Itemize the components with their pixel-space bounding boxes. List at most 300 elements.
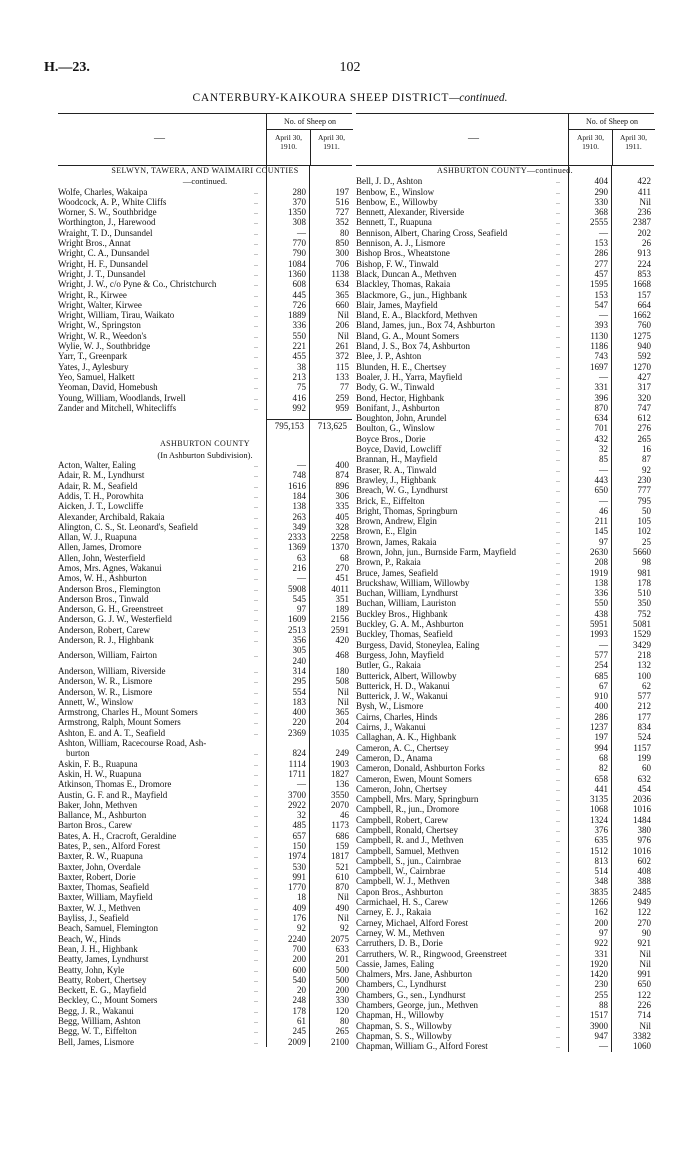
count-1911: 102 [637, 526, 651, 537]
owner-name: Boaler, J. H., Yarra, Mayfield [356, 371, 463, 382]
count-1910: — [599, 371, 608, 382]
count-1911: 991 [637, 969, 651, 980]
header-dash: — [154, 132, 165, 144]
table-row: Begg, William, Ashton .. 61 80 [58, 1016, 349, 1027]
count-1910: 1711 [288, 768, 306, 779]
owner-name: Boulton, G., Winslow [356, 423, 435, 434]
count-1911: 201 [335, 954, 349, 965]
count-1910: 150 [292, 841, 306, 851]
table-row: Anderson Bros., Flemington .. 5908 4011 [58, 583, 349, 594]
section-subheading [58, 450, 352, 460]
count-1911: 408 [637, 866, 651, 877]
count-1911: 508 [335, 676, 349, 687]
table-row: Bayliss, J., Seafield .. 176 Nil [58, 913, 349, 924]
owner-name: Cameron, John, Chertsey [356, 783, 447, 794]
table-row: Wright, C. A., Dunsandel .. 790 300 [58, 248, 349, 259]
owner-name: Anderson Bros., Tinwald [58, 593, 149, 604]
table-row: Boughton, John, Arundel .. 634 612 [356, 413, 651, 424]
owner-name: Brick, E., Eiffelton [356, 495, 425, 506]
table-row: Baxter, Thomas, Seafield .. 1770 870 [58, 882, 349, 893]
count-1910: 97 [599, 927, 608, 938]
table-row: Bland, J. S., Box 74, Ashburton .. 1186 940 [356, 341, 651, 352]
count-1911: 68 [340, 552, 349, 563]
table-row: Buchan, William, Lyndhurst .. 336 510 [356, 588, 651, 599]
count-1911: 400 [335, 460, 349, 471]
count-1910: — [599, 495, 608, 506]
count-1911: 50 [642, 505, 651, 516]
count-1910: 286 [594, 248, 608, 259]
count-1910: 608 [292, 279, 306, 290]
count-1910: 3900 [590, 1020, 608, 1031]
count-1910: 554 [292, 686, 306, 697]
count-1910: 197 [594, 732, 608, 743]
count-1910: 82 [599, 763, 608, 774]
count-1911: 212 [637, 701, 651, 712]
count-1910: 396 [594, 392, 608, 403]
count-1911: 189 [335, 604, 349, 615]
count-1910: 726 [292, 299, 306, 310]
count-1911: 306 [335, 490, 349, 501]
table-row: Anderson, G. H., Greenstreet .. 97 189 [58, 604, 349, 615]
table-row: Allan, W. J., Ruapuna .. 2333 2258 [58, 532, 349, 543]
count-1910: 178 [292, 1005, 306, 1016]
count-1910: 701 [594, 423, 608, 434]
table-row: Chambers, George, jun., Methven .. 88 226 [356, 1000, 651, 1011]
header-group-label: No. of Sheep on [284, 117, 336, 126]
header-col-1910: April 30, 1910. [274, 133, 303, 151]
table-row: Buckley, G. A. M., Ashburton .. 5951 5081 [356, 619, 651, 630]
right-column [356, 113, 654, 1052]
table-row: Chapman, S. S., Willowby .. 3900 Nil [356, 1020, 651, 1031]
count-1910: — [297, 460, 306, 471]
owner-name: Brown, John, jun., Burnside Farm, Mayfield [356, 546, 516, 557]
count-1911: Nil [337, 892, 349, 903]
count-1911: 1060 [633, 1041, 651, 1052]
count-1911: 380 [637, 825, 651, 835]
table-row: Ashton, William, Racecourse Road, Ash- .. burton 824 249 [58, 738, 349, 759]
table-row: Amos, Mrs. Agnes, Wakanui .. 216 270 [58, 562, 349, 573]
count-1910: 1595 [590, 279, 608, 290]
count-1911: 2156 [331, 614, 349, 625]
table-row: Campbell, Mrs. Mary, Springburn .. 3135 2036 [356, 794, 651, 805]
count-1910: 85 [599, 454, 608, 465]
owner-name: Barton Bros., Carew [58, 820, 132, 831]
owner-name: Carruthers, W. R., Ringwood, Greenstreet [356, 948, 507, 959]
count-1911: 1016 [633, 845, 651, 856]
count-1911: 105 [637, 516, 651, 527]
heading-text: (In Ashburton Subdivision). [157, 449, 253, 460]
count-1910: 530 [292, 861, 306, 872]
table-row: Baxter, R. W., Ruapuna .. 1974 1817 [58, 851, 349, 862]
count-1911: 2075 [331, 933, 349, 944]
count-1910: 356 [292, 635, 306, 646]
table-row: Bennett, Alexander, Riverside .. 368 236 [356, 207, 651, 218]
count-1910: 348 [594, 876, 608, 887]
owner-name: Buckley, Thomas, Seafield [356, 629, 453, 640]
count-1910: 153 [594, 238, 608, 249]
owner-name: Ballance, M., Ashburton [58, 810, 147, 821]
table-row: Blunden, H. E., Chertsey .. 1697 1270 [356, 361, 651, 372]
owner-name: Bishop, F. W., Tinwald [356, 258, 439, 269]
count-1911: 98 [642, 557, 651, 568]
count-1911: 16 [642, 444, 651, 455]
count-1910: 455 [292, 351, 306, 362]
count-1910: — [599, 464, 608, 475]
count-1910: 550 [594, 598, 608, 609]
spacer-row [58, 431, 352, 439]
count-1911: 136 [335, 779, 349, 790]
count-1910: 634 [594, 413, 608, 424]
count-1911: 760 [637, 320, 651, 331]
count-1910: 1697 [590, 361, 608, 372]
count-1911: Nil [337, 913, 349, 924]
table-row: Beatty, James, Lyndhurst .. 200 201 [58, 954, 349, 965]
table-row: Carney, E. J., Rakaia .. 162 122 [356, 907, 651, 918]
count-1910: 947 [594, 1030, 608, 1041]
table-row: Yarr, T., Greenpark .. 455 372 [58, 351, 349, 362]
table-row: Blair, James, Mayfield .. 547 664 [356, 299, 651, 310]
count-1911: 4011 [331, 583, 349, 594]
table-row: Baxter, John, Overdale .. 530 521 [58, 861, 349, 872]
district-title [0, 92, 700, 104]
owner-name: Adair, R. M., Seafield [58, 480, 138, 491]
owner-name: Blackley, Thomas, Rakaia [356, 279, 451, 290]
owner-name: Brown, E., Elgin [356, 526, 417, 537]
count-1910: 314 [292, 665, 306, 676]
count-1910: 5908 [288, 583, 306, 594]
header-group-label: No. of Sheep on [586, 117, 638, 126]
table-row: Chambers, G., sen., Lyndhurst .. 255 122 [356, 989, 651, 1000]
table-row: Anderson, W. R., Lismore .. 295 508 [58, 676, 349, 687]
count-1910: 221 [292, 341, 306, 352]
count-1910: 1974 [288, 851, 306, 862]
table-row: Bland, James, jun., Box 74, Ashburton .. 393 760 [356, 320, 651, 331]
count-1911: 500 [335, 974, 349, 985]
owner-name: Armstrong, Charles H., Mount Somers [58, 707, 198, 718]
owner-name-continued: burton [66, 748, 90, 759]
count-1911: 949 [637, 897, 651, 908]
owner-name: Campbell, Robert, Carew [356, 814, 448, 825]
count-1910: 1770 [288, 882, 306, 893]
count-1911: Nil [337, 696, 349, 707]
count-1911: 335 [335, 501, 349, 512]
count-1911: 230 [637, 474, 651, 485]
owner-name: Beach, W., Hinds [58, 933, 121, 944]
count-1911: 913 [637, 248, 651, 259]
count-1911: 451 [335, 573, 349, 584]
count-1911: 959 [335, 402, 349, 413]
table-row: Campbell, Samuel, Methven .. 1512 1016 [356, 845, 651, 856]
count-1911: 921 [637, 938, 651, 949]
heading-text: ASHBURTON COUNTY [159, 439, 250, 449]
count-1911: 981 [637, 567, 651, 578]
count-1911: 1173 [331, 820, 349, 831]
count-1911: 714 [637, 1010, 651, 1021]
owner-name: Bonifant, J., Ashburton [356, 402, 440, 413]
count-1910: 277 [594, 258, 608, 269]
count-1911: 1035 [331, 727, 349, 738]
count-1911: 352 [335, 217, 349, 228]
owner-name: Baxter, John, Overdale [58, 861, 141, 872]
owner-name: Wright, J. W., c/o Pyne & Co., Christchurch [58, 279, 217, 290]
count-1911: 351 [335, 593, 349, 604]
left-table-header [58, 113, 352, 166]
owner-name: Cameron, A. C., Chertsey [356, 742, 449, 753]
count-1911: 777 [637, 485, 651, 496]
count-1911: 420 [335, 635, 349, 646]
table-row: Baker, John, Methven .. 2922 2070 [58, 799, 349, 810]
count-1911: 427 [637, 371, 651, 382]
count-1911: 706 [335, 258, 349, 269]
table-row: Cassie, James, Ealing .. 1920 Nil [356, 958, 651, 969]
owner-name: Chambers, C., Lyndhurst [356, 979, 447, 990]
owner-name: Amos, W. H., Ashburton [58, 573, 147, 584]
count-1910: 254 [594, 660, 608, 671]
owner-name: Blunden, H. E., Chertsey [356, 361, 447, 372]
count-1910: 248 [292, 995, 306, 1006]
count-1910: 208 [594, 557, 608, 568]
table-row: Allen, John, Westerfield .. 63 68 [58, 552, 349, 563]
table-row: Capon Bros., Ashburton .. 3835 2485 [356, 886, 651, 897]
table-row: Breach, W. G., Lyndhurst .. 650 777 [356, 485, 651, 496]
owner-name: Bennison, Albert, Charing Cross, Seafield [356, 227, 508, 238]
table-row: Blackmore, G., jun., Highbank .. 153 157 [356, 289, 651, 300]
table-row: Campbell, Ronald, Chertsey .. 376 380 [356, 825, 651, 835]
count-1910: 870 [594, 402, 608, 413]
count-1910: 600 [292, 964, 306, 975]
count-1911: 206 [335, 320, 349, 331]
owner-name: Bland, E. A., Blackford, Methven [356, 310, 478, 321]
count-1911: 1370 [331, 542, 349, 553]
count-1911: 80 [340, 227, 349, 238]
count-1911: 650 [637, 979, 651, 990]
table-row: Wylie, W. J., Southbridge .. 221 261 [58, 341, 349, 352]
table-row: Campbell, R. and J., Methven .. 635 976 [356, 835, 651, 846]
owner-name: Boyce, David, Lowcliff [356, 444, 442, 455]
count-1910: 770 [292, 238, 306, 249]
owner-name: Anderson, G. J. W., Westerfield [58, 614, 172, 625]
count-1911: 422 [637, 176, 651, 187]
count-1910: 38 [297, 361, 306, 372]
count-1911: 249 [335, 748, 349, 759]
count-1910: 216 [292, 562, 306, 573]
table-row: Campbell, S., jun., Cairnbrae .. 813 602 [356, 855, 651, 866]
count-1910: — [297, 227, 306, 238]
owner-name: Addis, T. H., Porowhita [58, 490, 144, 501]
count-1910: 1324 [590, 814, 608, 825]
table-row: Bates, P., sen., Alford Forest .. 150 159 [58, 841, 349, 851]
count-1910: 230 [594, 979, 608, 990]
owner-name: Beckett, E. G., Mayfield [58, 985, 147, 996]
table-row: Beckley, C., Mount Somers .. 248 330 [58, 995, 349, 1006]
count-1910: 2555 [590, 217, 608, 228]
count-1911: 60 [642, 763, 651, 774]
page-reference: H.—23. [44, 60, 90, 75]
table-row: Beach, Samuel, Flemington .. 92 92 [58, 923, 349, 934]
table-row: Addis, T. H., Porowhita .. 184 306 [58, 490, 349, 501]
count-1911: 2070 [331, 799, 349, 810]
owner-name: Buckley Bros., Highbank [356, 608, 448, 619]
count-1910: 1130 [590, 330, 608, 341]
count-1910: 331 [594, 382, 608, 393]
table-row: Beatty, John, Kyle .. 600 500 [58, 964, 349, 975]
table-row: Barton Bros., Carew .. 485 1173 [58, 820, 349, 831]
table-row: Brick, E., Eiffelton .. — 795 [356, 495, 651, 506]
count-1911: Nil [337, 310, 349, 321]
table-row: Cameron, Ewen, Mount Somers .. 658 632 [356, 773, 651, 784]
count-1911: 870 [335, 882, 349, 893]
table-row: Bennison, A. J., Lismore .. 153 26 [356, 238, 651, 249]
count-1910: 547 [594, 299, 608, 310]
table-row: Adair, R. M., Seafield .. 1616 896 [58, 480, 349, 491]
count-1911: 896 [335, 480, 349, 491]
table-row: Beckett, E. G., Mayfield .. 20 200 [58, 985, 349, 996]
count-1911: 270 [335, 562, 349, 573]
count-1910: 443 [594, 474, 608, 485]
owner-name: Bayliss, J., Seafield [58, 913, 129, 924]
count-1911: 516 [335, 196, 349, 207]
owner-name: Breach, W. G., Lyndhurst [356, 485, 448, 496]
table-row: Brown, Andrew, Elgin .. 211 105 [356, 516, 651, 527]
table-row: Ballance, M., Ashburton .. 32 46 [58, 810, 349, 821]
count-1911: Nil [639, 958, 651, 969]
count-1911: 592 [637, 351, 651, 362]
table-row: Butler, G., Rakaia .. 254 132 [356, 660, 651, 671]
owner-name: Beach, Samuel, Flemington [58, 923, 158, 934]
owner-name: Zander and Mitchell, Whitecliffs [58, 402, 177, 413]
table-row: Austin, G. F. and R., Mayfield .. 3700 3550 [58, 789, 349, 800]
count-1910: 991 [292, 871, 306, 882]
header-col-1911: April 30, 1911. [317, 133, 346, 151]
owner-name: Wright, H. F., Dunsandel [58, 258, 149, 269]
count-1910: 376 [594, 825, 608, 835]
count-1910: 1068 [590, 804, 608, 815]
count-1911: Nil [639, 196, 651, 207]
count-1910: 213 [292, 371, 306, 382]
owner-name: Blackmore, G., jun., Highbank [356, 289, 467, 300]
owner-name: Aicken, J. T., Lowcliffe [58, 501, 144, 512]
owner-name: Yeoman, David, Homebush [58, 382, 158, 393]
count-1910: 263 [292, 511, 306, 522]
count-1910: 577 [594, 649, 608, 660]
table-row: Brannan, H., Mayfield .. 85 87 [356, 454, 651, 465]
count-1911: 1138 [331, 268, 349, 279]
table-row: Butterick, H. D., Wakanui .. 67 62 [356, 680, 651, 691]
table-row: Bennison, Albert, Charing Cross, Seafield .. — 202 [356, 227, 651, 238]
count-1911: 524 [637, 732, 651, 743]
owner-name: Brown, James, Rakaia [356, 536, 437, 547]
count-1910: 1920 [590, 958, 608, 969]
table-row: Chambers, C., Lyndhurst .. 230 650 [356, 979, 651, 990]
count-1911: 468 [335, 650, 349, 661]
header-col-1911: April 30, 1911. [619, 133, 648, 151]
owner-name: Anderson, W. R., Lismore [58, 686, 153, 697]
count-1910: — [599, 227, 608, 238]
right-table-body [356, 166, 654, 1052]
heading-text: ASHBURTON COUNTY—continued. [437, 166, 573, 175]
owner-name: Buchan, William, Lauriston [356, 598, 456, 609]
count-1910: 404 [594, 176, 608, 187]
owner-name: Baxter, Robert, Dorie [58, 871, 136, 882]
count-1911: 202 [637, 227, 651, 238]
owner-name: Benbow, E., Winslow [356, 186, 435, 197]
count-1910: 145 [594, 526, 608, 537]
table-row: Cameron, John, Chertsey .. 441 454 [356, 783, 651, 794]
owner-name: Bland, James, jun., Box 74, Ashburton [356, 320, 495, 331]
count-1911: 178 [637, 577, 651, 588]
count-1910: 3835 [590, 886, 608, 897]
count-1910: 813 [594, 855, 608, 866]
owner-name: Anderson, William, Riverside [58, 665, 166, 676]
table-row: Yates, J., Aylesbury .. 38 115 [58, 361, 349, 372]
table-row: Amos, W. H., Ashburton .. — 451 [58, 573, 349, 584]
owner-name: Bell, J. D., Ashton [356, 176, 423, 187]
owner-name: Bishop Bros., Wheatstone [356, 248, 450, 259]
count-1910: 200 [594, 917, 608, 928]
count-1911: 834 [637, 722, 651, 733]
count-1910: 540 [292, 974, 306, 985]
count-1911: 664 [637, 299, 651, 310]
owner-name: Beatty, John, Kyle [58, 964, 125, 975]
table-row: Wright, W., Springston .. 336 206 [58, 320, 349, 331]
owner-name: Cairns, J., Wakanui [356, 722, 426, 733]
owner-name: Carruthers, D. B., Dorie [356, 938, 443, 949]
owner-name: Carney, Michael, Alford Forest [356, 917, 469, 928]
count-1910: 176 [292, 913, 306, 924]
count-1910: — [599, 1041, 608, 1052]
owner-name: Chapman, S. S., Willowby [356, 1030, 452, 1041]
count-1910: 400 [594, 701, 608, 712]
count-1910: 992 [292, 402, 306, 413]
owner-name: Anderson, William, Fairton [58, 650, 157, 661]
table-row: Allen, James, Dromore .. 1369 1370 [58, 542, 349, 553]
table-row: Alexander, Archibald, Rakaia .. 263 405 [58, 511, 349, 522]
count-1911: 853 [637, 268, 651, 279]
count-1911: 1903 [331, 758, 349, 769]
owner-name: Blair, James, Mayfield [356, 299, 438, 310]
table-row: Alington, C. S., St. Leonard's, Seafield .. 349 328 [58, 521, 349, 532]
count-1910: 20 [297, 985, 306, 996]
count-1910: — [599, 639, 608, 650]
owner-name: Yates, J., Aylesbury [58, 361, 129, 372]
left-column [58, 113, 352, 1047]
count-1910: 245 [292, 1026, 306, 1037]
count-1911: 92 [642, 464, 651, 475]
owner-name: Bell, James, Lismore [58, 1036, 134, 1047]
owner-name: Cassie, James, Ealing [356, 958, 434, 969]
count-1910: 1512 [590, 845, 608, 856]
owner-name: Allan, W. J., Ruapuna [58, 532, 137, 543]
owner-name: Braser, R. A., Tinwald [356, 464, 437, 475]
owner-name: Yarr, T., Greenpark [58, 351, 128, 362]
table-row: Brown, P., Rakaia .. 208 98 [356, 557, 651, 568]
count-1911: 660 [335, 299, 349, 310]
table-row: Carney, W. M., Methven .. 97 90 [356, 927, 651, 938]
owner-name: Allen, John, Westerfield [58, 552, 146, 563]
count-1910: 220 [292, 717, 306, 728]
count-1911: 1668 [633, 279, 651, 290]
table-row: Annett, W., Winslow .. 183 Nil [58, 696, 349, 707]
count-1910: 2009 [288, 1036, 306, 1047]
table-row: Wright, J. W., c/o Pyne & Co., Christchurch .. 608 634 [58, 279, 349, 290]
count-1911: 602 [637, 855, 651, 866]
count-1911: 159 [335, 841, 349, 851]
count-1910: 658 [594, 773, 608, 784]
count-1910: 68 [599, 752, 608, 763]
count-1910: 1517 [590, 1010, 608, 1021]
count-1910: — [297, 573, 306, 584]
count-1910: 445 [292, 289, 306, 300]
